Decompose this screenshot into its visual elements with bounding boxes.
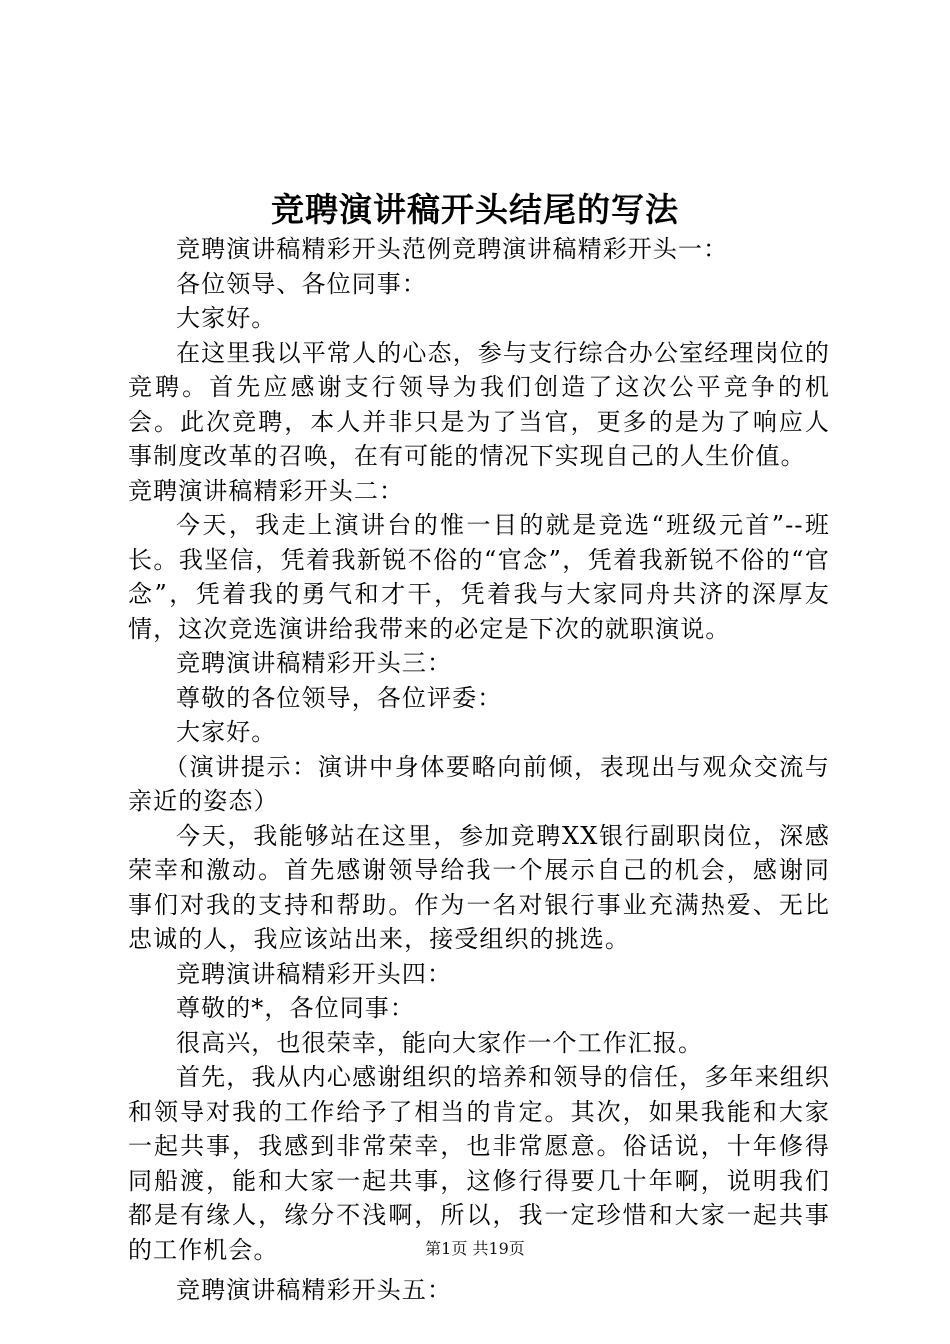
document-body [128, 232, 830, 1308]
paragraph: 竞聘演讲稿精彩开头三： [176, 649, 453, 677]
paragraph: 竞聘演讲稿精彩开头二： [128, 476, 405, 505]
paragraph: 竞聘演讲稿精彩开头四： [176, 959, 453, 988]
paragraph: 在这里我以平常人的心态，参与支行综合办公室经理岗位的竞聘。首先应感谢支行领导为我们创造了这次公平竞争的机会。此次竞聘，本人并非只是为了当官，更多的是为了响应人事制度改革的召唤，在有可能的情况下实现自己的人生价值。 [128, 338, 830, 470]
paragraph: 很高兴，也很荣幸，能向大家作一个工作汇报。 [176, 1028, 704, 1057]
paragraph: 大家好。 [176, 718, 277, 746]
page-footer: 第1页 共19页 [425, 1239, 525, 1258]
paragraph: 大家好。 [176, 304, 277, 332]
paragraph: 竞聘演讲稿精彩开头范例竞聘演讲稿精彩开头一： [176, 235, 729, 263]
paragraph: 今天，我能够站在这里，参加竞聘XX银行副职岗位，深感荣幸和激动。首先感谢领导给我一个展示自己的机会，感谢同事们对我的支持和帮助。作为一名对银行事业充满热爱、无比忠诚的人，我应该站出来，接受组织的挑选。 [128, 821, 830, 953]
paragraph: 尊敬的*，各位同事： [176, 994, 415, 1022]
paragraph: 尊敬的各位领导，各位评委： [176, 683, 503, 712]
paragraph: 竞聘演讲稿精彩开头五： [176, 1276, 453, 1304]
paragraph: （演讲提示：演讲中身体要略向前倾，表现出与观众交流与亲近的姿态） [128, 752, 830, 815]
paragraph: 各位领导、各位同事： [176, 269, 427, 298]
paragraph: 首先，我从内心感谢组织的培养和领导的信任，多年来组织和领导对我的工作给予了相当的肯定。其次，如果我能和大家一起共事，我感到非常荣幸，也非常愿意。俗话说，十年修得同船渡，能和大家一起共事，这修行得要几十年啊，说明我们都是有缘人，缘分不浅啊，所以，我一定珍惜和大家一起共事的工作机会。 [128, 1063, 830, 1264]
document-title: 竞聘演讲稿开头结尾的写法 [271, 190, 679, 229]
paragraph: 今天，我走上演讲台的惟一目的就是竞选“班级元首”--班长。我坚信，凭着我新锐不俗的“官念”，凭着我新锐不俗的“官念”，凭着我的勇气和才干，凭着我与大家同舟共济的深厚友情，这次竞选演讲给我带来的必定是下次的就职演说。 [128, 511, 830, 643]
